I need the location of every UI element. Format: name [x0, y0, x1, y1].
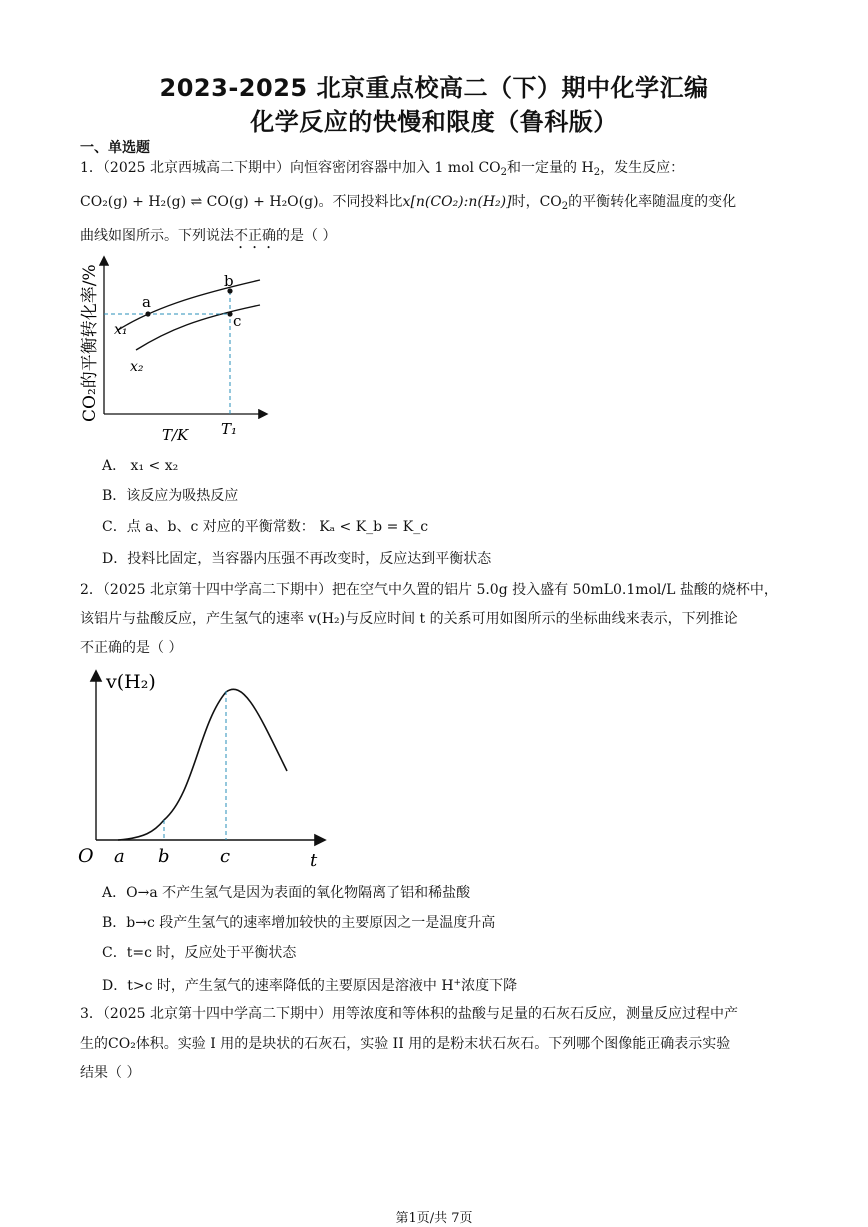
q2-stem-line3: 不正确的是（ ）	[80, 640, 183, 656]
q1-source: （2025 北京西城高二下期中）	[102, 160, 291, 176]
q1-x-label: T/K	[162, 426, 189, 444]
q3-stem-line3: 结果（ ）	[80, 1065, 141, 1081]
q1-ratio: x[n(CO₂):n(H₂)]	[402, 194, 512, 210]
q1-stem-text3b: 的是（ ）	[276, 228, 337, 244]
q1-label-x1: x₁	[114, 322, 128, 338]
q1-stem-text1: 向恒容密闭容器中加入 1 mol CO	[290, 160, 501, 176]
q2-stem-line2: 该铝片与盐酸反应，产生氢气的速率 v(H₂)与反应时间 t 的关系可用如图所示的坐标曲线来表示，下列推论	[80, 611, 738, 627]
q1-option-a[interactable]: A． x₁ < x₂	[102, 458, 179, 474]
section-heading: 一、单选题	[80, 140, 150, 156]
q2-tick-b: b	[158, 846, 170, 867]
q2-number: 2．	[80, 582, 103, 598]
q1-option-b[interactable]: B．该反应为吸热反应	[102, 488, 239, 504]
q2-tick-c: c	[220, 846, 231, 867]
page-footer: 第1页/共 7页	[395, 1211, 473, 1226]
q3-stem-text1: （2025 北京第十四中学高二下期中）用等浓度和等体积的盐酸与足量的石灰石反应，测量反应过程中产	[102, 1006, 738, 1022]
q2-option-b[interactable]: B．b→c 段产生氢气的速率增加较快的主要原因之一是温度升高	[102, 915, 496, 931]
q2-stem-line1	[80, 580, 778, 600]
q1-stem-emphasis: 不正确	[234, 228, 276, 244]
q2-y-label: v(H₂)	[106, 671, 156, 693]
q3-number: 3．	[80, 1006, 103, 1022]
q2-tick-a: a	[114, 846, 125, 867]
q1-label-c: c	[233, 312, 242, 330]
q1-label-x2: x₂	[130, 359, 144, 375]
q1-stem-text1c: ，发生反应：	[600, 160, 685, 176]
q2-origin-label: O	[78, 845, 94, 867]
q2-option-d-text2: 浓度下降	[461, 978, 518, 994]
q1-label-b: b	[224, 272, 234, 290]
q1-stem-text2c: 的平衡转化率随温度的变化	[568, 194, 737, 210]
q2-option-a[interactable]: A．O→a 不产生氢气是因为表面的氧化物隔离了铝和稀盐酸	[102, 885, 471, 901]
q2-option-d-text: D．t>c 时，产生氢气的速率降低的主要原因是溶液中 H	[102, 978, 454, 994]
q1-option-c[interactable]: C．点 a、b、c 对应的平衡常数： Kₐ < K_b = K_c	[102, 519, 429, 535]
q1-stem-line2: CO₂(g) + H₂(g) ⇌ CO(g) + H₂O(g)。不同投料比x[n(CO₂):n(H₂)]时，$CO_2$的平衡转化率随温度的变化	[80, 194, 737, 212]
q3-stem-line2: 生的CO₂体积。实验 I 用的是块状的石灰石，实验 II 用的是粉末状石灰石。下列哪个图像能正确表示实验	[80, 1036, 731, 1052]
q1-option-d[interactable]: D．投料比固定，当容器内压强不再改变时，反应达到平衡状态	[102, 551, 492, 567]
q1-point-c	[227, 311, 232, 316]
q2-option-c[interactable]: C．t=c 时，反应处于平衡状态	[102, 945, 297, 961]
q2-stem-text1: （2025 北京第十四中学高二下期中）把在空气中久置的铝片 5.0g 投入盛有 50mL0.1mol/L 盐酸的烧杯中，	[102, 582, 778, 598]
q1-label-a: a	[142, 293, 151, 311]
q2-option-d-sup: +	[453, 978, 462, 988]
q3-stem-line1	[80, 1004, 738, 1024]
document-title-line1: 2023-2025 北京重点校高二（下）期中化学汇编	[159, 74, 709, 102]
document-title-line2: 化学反应的快慢和限度（鲁科版）	[250, 108, 618, 136]
q1-stem-line1: 1．（2025 北京西城高二下期中）向恒容密闭容器中加入 1 mol $CO_2$和一定量的 $H_2$，发生反应：	[80, 160, 685, 178]
q1-stem-text1b: 和一定量的 H	[507, 160, 594, 176]
q1-reaction-equation: CO₂(g) + H₂(g) ⇌ CO(g) + H₂O(g)	[80, 194, 319, 210]
q2-option-d[interactable]	[102, 973, 517, 996]
q2-rate-figure	[74, 664, 334, 874]
q1-stem-line3	[80, 226, 336, 252]
q1-stem-text2b: 时，CO	[511, 194, 562, 210]
q1-equilibrium-figure	[78, 250, 278, 445]
q1-tick-T1: T₁	[221, 420, 238, 438]
q1-stem-text2: 。不同投料比	[318, 194, 403, 210]
q2-rate-curve	[118, 689, 287, 840]
q1-number: 1．	[80, 160, 103, 176]
q1-point-a	[145, 311, 150, 316]
q1-y-label: CO₂的平衡转化率/%	[80, 264, 100, 422]
q1-stem-text3a: 曲线如图所示。下列说法	[80, 228, 234, 244]
q2-x-label: t	[310, 850, 318, 871]
